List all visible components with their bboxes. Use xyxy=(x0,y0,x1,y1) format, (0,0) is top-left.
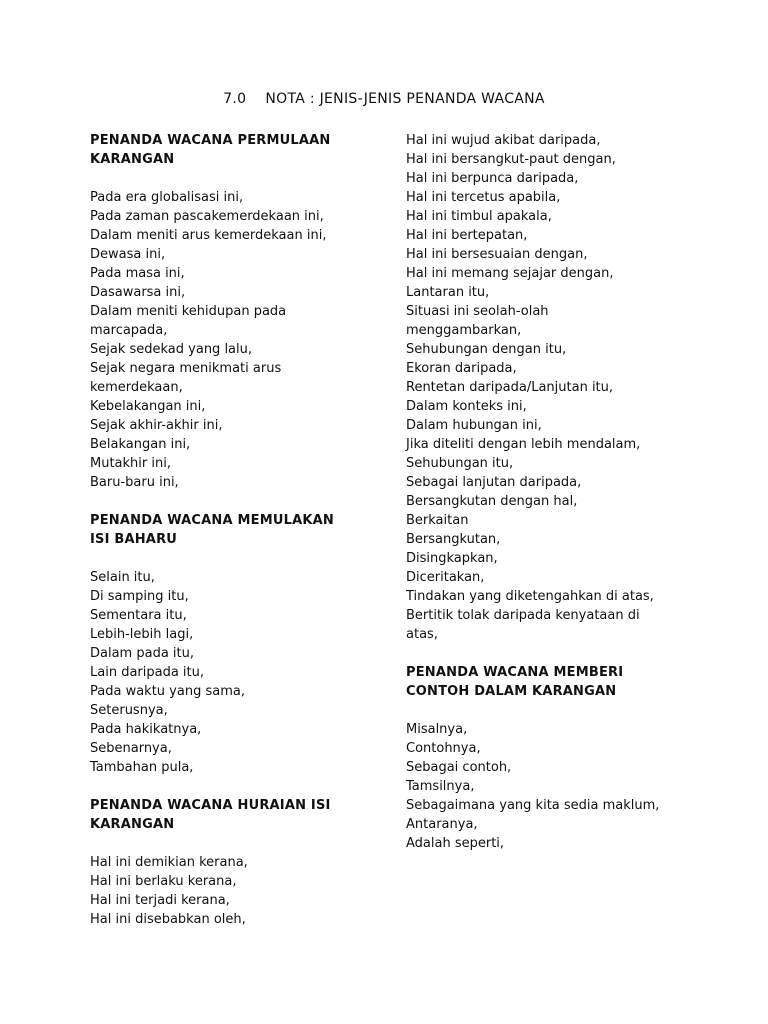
page-title: 7.0 NOTA : JENIS-JENIS PENANDA WACANA xyxy=(223,91,545,107)
list-item: marcapada, xyxy=(90,323,168,338)
list-item: Tamsilnya, xyxy=(406,779,475,794)
list-item: Lain daripada itu, xyxy=(90,665,205,680)
list-item: Hal ini memang sejajar dengan, xyxy=(406,266,614,281)
list-item: Lebih-lebih lagi, xyxy=(90,627,194,642)
list-item: Pada zaman pascakemerdekaan ini, xyxy=(90,209,324,224)
list-item: Sehubungan itu, xyxy=(406,456,514,471)
list-item: Dalam meniti kehidupan pada xyxy=(90,304,287,319)
list-item: Hal ini wujud akibat daripada, xyxy=(406,133,601,148)
list-permulaan xyxy=(90,188,380,492)
list-item: Tambahan pula, xyxy=(90,760,194,775)
list-item: Hal ini berpunca daripada, xyxy=(406,171,579,186)
left-column xyxy=(90,131,380,929)
list-item: Hal ini disebabkan oleh, xyxy=(90,912,246,927)
list-item: Sejak akhir-akhir ini, xyxy=(90,418,223,433)
list-item: Lantaran itu, xyxy=(406,285,490,300)
heading-line: ISI BAHARU xyxy=(90,532,178,547)
list-item: Contohnya, xyxy=(406,741,481,756)
list-item: Rentetan daripada/Lanjutan itu, xyxy=(406,380,614,395)
list-item: kemerdekaan, xyxy=(90,380,183,395)
list-item: Mutakhir ini, xyxy=(90,456,171,471)
list-item: Selain itu, xyxy=(90,570,155,585)
list-item: Belakangan ini, xyxy=(90,437,191,452)
heading-line: CONTOH DALAM KARANGAN xyxy=(406,684,617,699)
list-item: Pada waktu yang sama, xyxy=(90,684,245,699)
list-item: Tindakan yang diketengahkan di atas, xyxy=(406,589,654,604)
list-item: Misalnya, xyxy=(406,722,468,737)
list-item: Hal ini terjadi kerana, xyxy=(90,893,230,908)
list-item: Hal ini berlaku kerana, xyxy=(90,874,237,889)
list-item: Hal ini bersangkut-paut dengan, xyxy=(406,152,616,167)
list-item: Pada masa ini, xyxy=(90,266,185,281)
list-item: Sementara itu, xyxy=(90,608,187,623)
list-item: Seterusnya, xyxy=(90,703,168,718)
list-item: Berkaitan xyxy=(406,513,469,528)
list-item: Dewasa ini, xyxy=(90,247,166,262)
list-item: atas, xyxy=(406,627,438,642)
list-item: Hal ini bertepatan, xyxy=(406,228,528,243)
list-item: Bersangkutan, xyxy=(406,532,501,547)
list-item: Antaranya, xyxy=(406,817,478,832)
list-item: Kebelakangan ini, xyxy=(90,399,206,414)
list-item: Sebenarnya, xyxy=(90,741,172,756)
heading-line: PENANDA WACANA MEMBERI xyxy=(406,665,624,680)
list-item: Pada hakikatnya, xyxy=(90,722,202,737)
right-column xyxy=(406,131,706,853)
list-item: Disingkapkan, xyxy=(406,551,498,566)
section-heading-memulakan xyxy=(90,511,380,549)
heading-line: KARANGAN xyxy=(90,817,175,832)
list-item: Sejak sedekad yang lalu, xyxy=(90,342,253,357)
list-item: Baru-baru ini, xyxy=(90,475,179,490)
section-heading-huraian xyxy=(90,796,380,834)
list-item: Dalam meniti arus kemerdekaan ini, xyxy=(90,228,327,243)
list-item: Di samping itu, xyxy=(90,589,189,604)
list-item: Hal ini timbul apakala, xyxy=(406,209,552,224)
list-item: Dasawarsa ini, xyxy=(90,285,186,300)
section-heading-permulaan xyxy=(90,131,380,169)
heading-line: KARANGAN xyxy=(90,152,175,167)
list-item: Ekoran daripada, xyxy=(406,361,517,376)
list-item: Situasi ini seolah-olah xyxy=(406,304,549,319)
list-item: Sebagai contoh, xyxy=(406,760,512,775)
list-memulakan xyxy=(90,568,380,777)
list-contoh xyxy=(406,720,706,853)
list-item: Bersangkutan dengan hal, xyxy=(406,494,578,509)
list-item: Diceritakan, xyxy=(406,570,485,585)
list-huraian xyxy=(90,853,380,929)
list-item: Hal ini tercetus apabila, xyxy=(406,190,561,205)
heading-line: PENANDA WACANA HURAIAN ISI xyxy=(90,798,331,813)
list-item: Adalah seperti, xyxy=(406,836,505,851)
list-item: Sebagai lanjutan daripada, xyxy=(406,475,582,490)
list-item: Hal ini bersesuaian dengan, xyxy=(406,247,588,262)
list-item: Dalam konteks ini, xyxy=(406,399,527,414)
list-item: Dalam hubungan ini, xyxy=(406,418,542,433)
list-item: Hal ini demikian kerana, xyxy=(90,855,248,870)
heading-line: PENANDA WACANA MEMULAKAN xyxy=(90,513,334,528)
section-heading-contoh xyxy=(406,663,706,701)
list-item: Dalam pada itu, xyxy=(90,646,194,661)
list-item: Bertitik tolak daripada kenyataan di xyxy=(406,608,640,623)
list-item: Sejak negara menikmati arus xyxy=(90,361,282,376)
list-item: Pada era globalisasi ini, xyxy=(90,190,244,205)
list-item: Jika diteliti dengan lebih mendalam, xyxy=(406,437,641,452)
list-item: Sebagaimana yang kita sedia maklum, xyxy=(406,798,660,813)
list-item: Sehubungan dengan itu, xyxy=(406,342,567,357)
list-huraian-continued xyxy=(406,131,706,644)
heading-line: PENANDA WACANA PERMULAAN xyxy=(90,133,331,148)
list-item: menggambarkan, xyxy=(406,323,522,338)
